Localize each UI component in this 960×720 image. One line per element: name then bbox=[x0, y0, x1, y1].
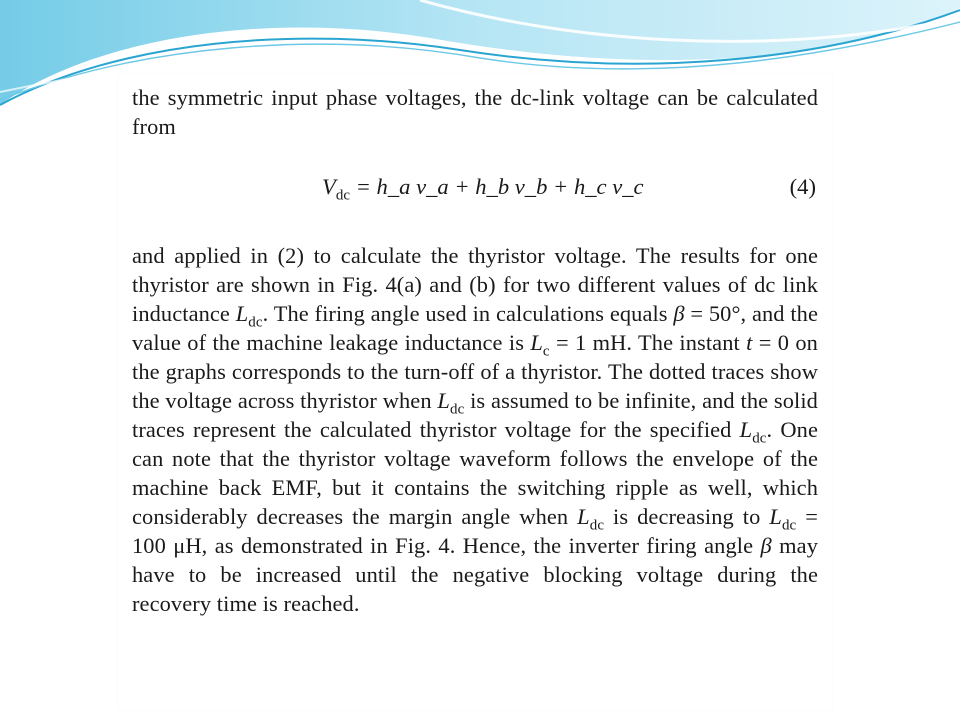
equation-4 bbox=[132, 174, 818, 208]
equation-number: (4) bbox=[789, 174, 816, 199]
body-paragraph: and applied in (2) to calculate the thyristor voltage. The results for one thyristor are shown in Fig. 4(a) and (b) for two different values of dc link inductance $L_{dc}$. The firing angle used in calculations equals β = 50°, and the value of the machine leakage inductance is $L_c = 1$ mH. The instant t = 0 on the graphs corresponds to the turn-off of a thyristor. The dotted traces show the voltage across thyristor when $L_{dc}$ is assumed to be infinite, and the solid traces represent the calculated thyristor voltage for the specified $L_{dc}$. One can note that the thyristor voltage waveform follows the envelope of the machine back EMF, but it contains the switching ripple as well, which considerably decreases the margin angle when $L_{dc}$ is decreasing to $L_{dc} = 100$ μH, as demonstrated in Fig. 4. Hence, the inverter firing angle β may have to be increased until the negative blocking voltage during the recovery time is reached. bbox=[132, 243, 818, 616]
equation-expression: $V_{dc}$ = h_a v_a + h_b v_b + h_c v_c bbox=[322, 174, 644, 204]
intro-paragraph: the symmetric input phase voltages, the dc-link voltage can be calculated from bbox=[132, 85, 818, 139]
